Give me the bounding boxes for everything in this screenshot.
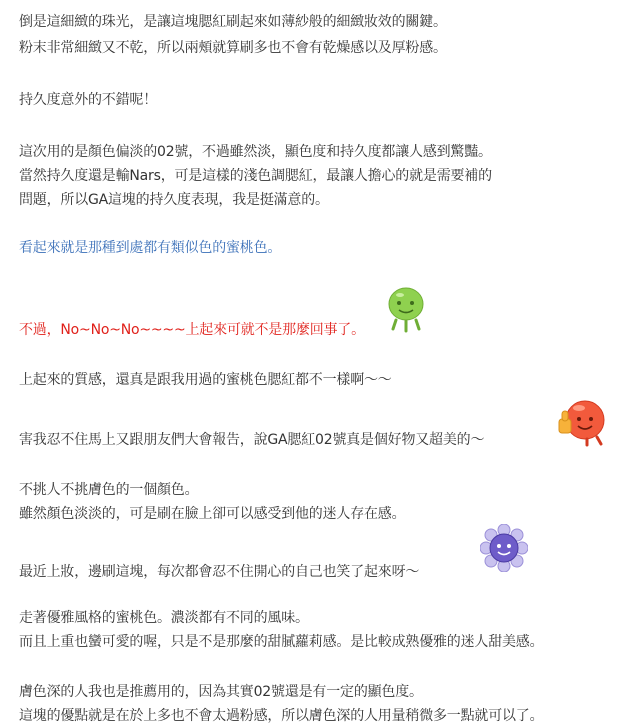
text-line: 這次用的是顏色偏淡的02號，不過雖然淡，顯色度和持久度都讓人感到驚豔。 bbox=[19, 144, 492, 160]
text-line: 而且上重也蠻可愛的喔，只是不是那麼的甜膩蘿莉感。是比較成熟優雅的迷人甜美感。 bbox=[19, 634, 544, 650]
text-line: 不挑人不挑膚色的一個顏色。 bbox=[19, 482, 199, 498]
text-line: 最近上妝，邊刷這塊，每次都會忍不住開心的自己也笑了起來呀～ bbox=[19, 564, 420, 580]
purple-flower-sticker-icon bbox=[480, 524, 528, 572]
text-line: 問題，所以GA這塊的持久度表現，我是挺滿意的。 bbox=[19, 192, 329, 208]
green-smiley-sticker-icon bbox=[386, 285, 426, 335]
text-line: 害我忍不住馬上又跟朋友們大會報告，說GA腮紅02號真是個好物又超美的～ bbox=[19, 432, 485, 448]
text-line: 持久度意外的不錯呢！ bbox=[19, 92, 157, 108]
text-line: 走著優雅風格的蜜桃色。濃淡都有不同的風味。 bbox=[19, 610, 309, 626]
text-line: 雖然顏色淡淡的，可是刷在臉上卻可以感受到他的迷人存在感。 bbox=[19, 506, 406, 522]
text-line: 這塊的優點就是在於上多也不會太過粉感，所以膚色深的人用量稍微多一點就可以了。 bbox=[19, 708, 544, 724]
red-thumbsup-sticker-icon bbox=[557, 397, 609, 447]
text-line: 膚色深的人我也是推薦用的，因為其實02號還是有一定的顯色度。 bbox=[19, 684, 423, 700]
blue-note: 看起來就是那種到處都有類似色的蜜桃色。 bbox=[19, 240, 282, 256]
text-line: 粉末非常細緻又不乾，所以兩頰就算刷多也不會有乾燥感以及厚粉感。 bbox=[19, 40, 447, 56]
text-line: 倒是這細緻的珠光，是讓這塊腮紅刷起來如薄紗般的細緻妝效的關鍵。 bbox=[19, 14, 447, 30]
text-line: 當然持久度還是輸Nars，可是這樣的淺色調腮紅，最讓人擔心的就是需要補的 bbox=[19, 168, 492, 184]
red-note: 不過，No~No~No~~~~上起來可就不是那麼回事了。 bbox=[19, 322, 365, 338]
text-line: 上起來的質感，還真是跟我用過的蜜桃色腮紅都不一樣啊～～ bbox=[19, 372, 392, 388]
